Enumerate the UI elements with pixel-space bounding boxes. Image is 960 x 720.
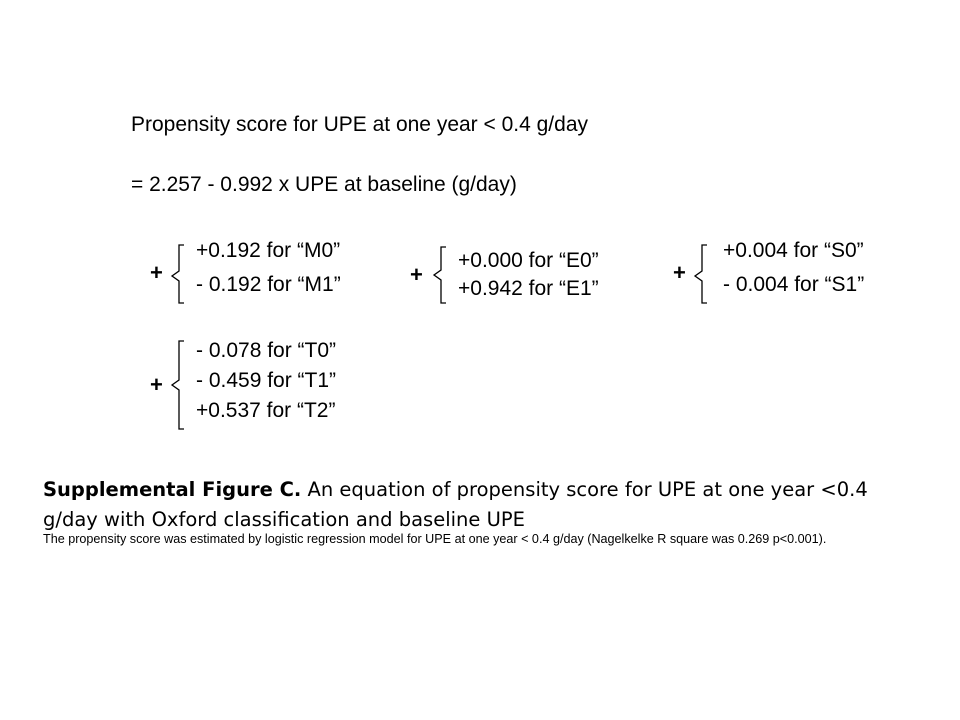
term-group-s [673,238,903,308]
term-e0: +0.000 for “E0” [458,249,599,272]
figure-title-text: An equation of propensity score for UPE at one year <0.4 g/day with Oxford classification and baseline UPE [43,478,868,531]
term-e1: +0.942 for “E1” [458,277,599,300]
equation-main-line: = 2.257 - 0.992 x UPE at baseline (g/day) [131,173,517,196]
term-t2: +0.537 for “T2” [196,399,336,422]
term-s0: +0.004 for “S0” [723,239,864,262]
left-brace-icon [170,340,186,430]
term-t0: - 0.078 for “T0” [196,339,337,362]
plus-sign: + [410,262,423,287]
figure-caption-title [43,475,923,535]
plus-sign: + [673,260,686,285]
left-brace-icon [170,244,186,304]
term-group-e [410,244,640,314]
figure-label: Supplemental Figure C. [43,478,302,501]
term-t1: - 0.459 for “T1” [196,369,337,392]
term-group-m [150,238,380,308]
plus-sign: + [150,372,163,397]
figure-caption-note: The propensity score was estimated by logistic regression model for UPE at one year < 0.4 g/day (Nagelkelke R square was 0.269 p<0.001). [43,532,827,546]
left-brace-icon [693,244,709,304]
plus-sign: + [150,260,163,285]
term-m1: - 0.192 for “M1” [196,273,341,296]
term-s1: - 0.004 for “S1” [723,273,865,296]
term-m0: +0.192 for “M0” [196,239,341,262]
left-brace-icon [432,246,448,304]
equation-title: Propensity score for UPE at one year < 0.4 g/day [131,113,588,136]
term-group-t [150,336,390,436]
